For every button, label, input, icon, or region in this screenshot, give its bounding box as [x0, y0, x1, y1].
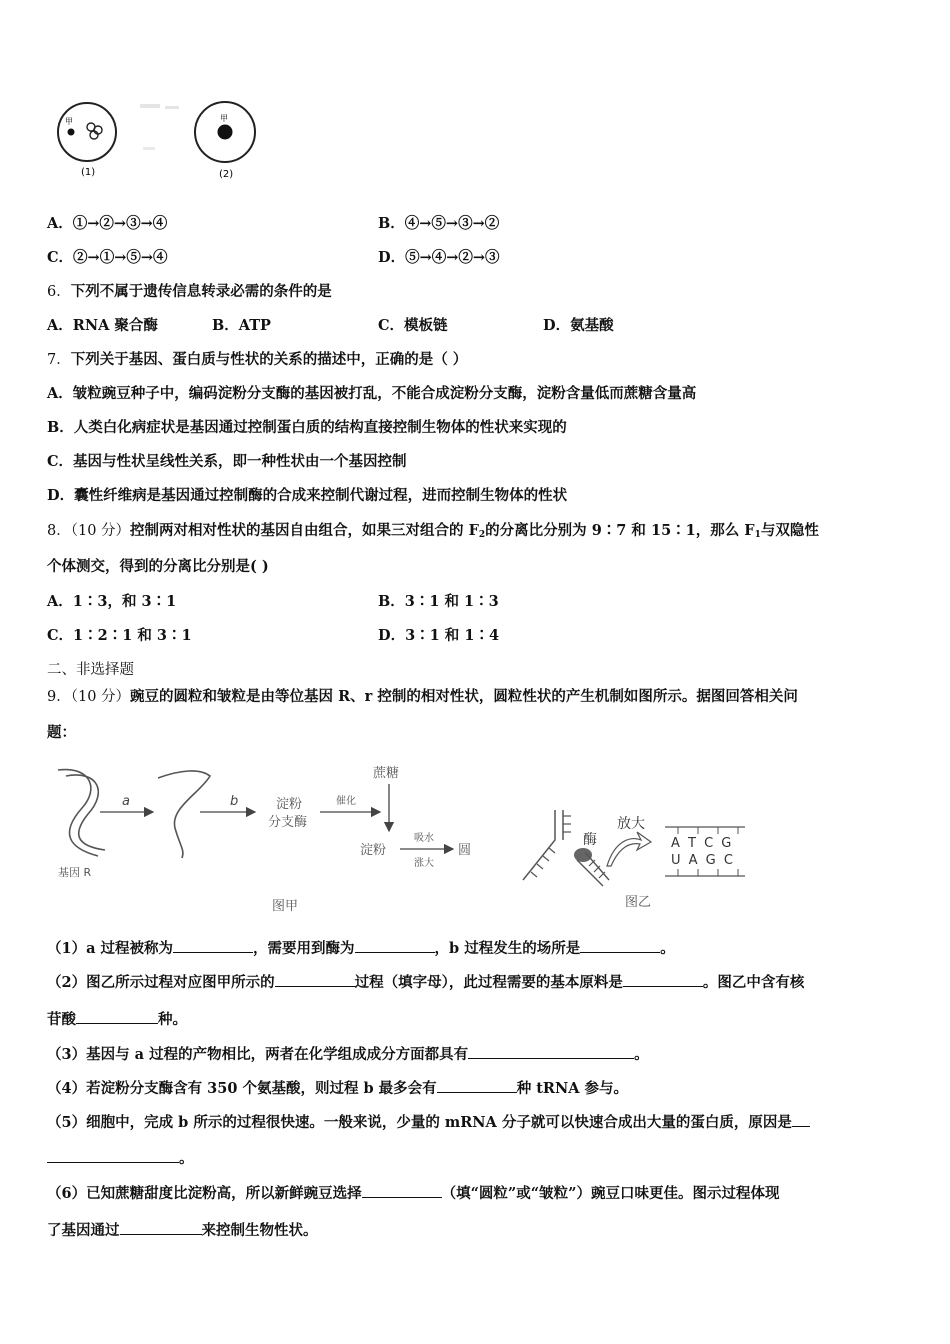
gene-r-label: 基因 R — [58, 866, 92, 879]
q6-option-b[interactable]: B．ATP — [212, 317, 271, 334]
sucrose-label: 蔗糖 — [373, 766, 400, 781]
dna-strand — [523, 810, 555, 880]
q9-sub2-line2: 苷酸 种。 — [47, 1011, 187, 1028]
answer-blank-4[interactable] — [275, 972, 355, 987]
q9-sub5: （5）细胞中，完成 b 所示的过程很快速。一般来说，少量的 mRNA 分子就可以快速合成出大量的蛋白质，原因是 — [47, 1111, 810, 1132]
q9-stem-line2: 题： — [47, 724, 76, 741]
q7-option-c[interactable]: C．基因与性状呈线性关系，即一种性状由一个基因控制 — [47, 453, 407, 470]
q8-stem: 8．（10 分）控制两对相对性状的基因自由组合，如果三对组合的 $F_2$的分离比分别为 9∶7 和 15∶1，那么 $F_1$与双隐性 — [47, 522, 819, 540]
figure-yi — [515, 800, 755, 915]
cell-1 — [58, 103, 116, 178]
answer-blank-11[interactable] — [120, 1220, 202, 1235]
answer-blank-8[interactable] — [437, 1078, 517, 1093]
answer-blank-1[interactable] — [173, 938, 253, 953]
answer-blank-5[interactable] — [623, 972, 703, 987]
faint-text-smudge — [140, 104, 179, 150]
cell-figure — [45, 92, 275, 187]
q9-sub4: （4）若淀粉分支酶含有 350 个氨基酸，则过程 b 最多会有 种 tRNA 参与。 — [47, 1080, 629, 1097]
q5-option-a[interactable]: A．①→②→③→④ — [47, 215, 168, 232]
cell-1-label: 甲 — [65, 117, 73, 126]
q8-option-a[interactable]: A．1∶3，和 3∶1 — [47, 593, 177, 610]
q6-option-c[interactable]: C．模板链 — [378, 317, 448, 334]
q7-option-b[interactable]: B．人类白化病症状是基因通过控制蛋白质的结构直接控制生物体的性状来实现的 — [47, 419, 567, 436]
q9-sub1: （1）a 过程被称为 ，需要用到酶为 ，b 过程发生的场所是 。 — [47, 940, 675, 957]
q8-option-b[interactable]: B．3∶1 和 1∶3 — [378, 593, 499, 610]
q5-option-d[interactable]: D．⑤→④→②→③ — [378, 249, 500, 266]
q7-stem: 7．下列关于基因、蛋白质与性状的关系的描述中，正确的是（ ） — [47, 351, 468, 368]
absorb-label: 吸水 — [414, 833, 434, 844]
q9-sub2: （2）图乙所示过程对应图甲所示的 过程（填字母），此过程需要的基本原料是 。图乙中含有核 — [47, 974, 805, 991]
q7-option-d[interactable]: D．囊性纤维病是基因通过控制酶的合成来控制代谢过程，进而控制生物体的性状 — [47, 487, 568, 504]
answer-blank-9a[interactable] — [792, 1112, 810, 1127]
round-label: 圆 — [458, 843, 472, 858]
q6-option-d[interactable]: D．氨基酸 — [543, 317, 614, 334]
bottom-strand-bases: U A G C — [671, 853, 735, 868]
answer-blank-9[interactable] — [47, 1148, 179, 1163]
q6-stem: 6．下列不属于遗传信息转录必需的条件的是 — [47, 283, 332, 300]
enzyme-label-1: 淀粉 — [276, 797, 303, 812]
dna-base-ticks — [531, 816, 571, 877]
magnify-arrow — [607, 832, 651, 866]
enzyme-label: 酶 — [583, 832, 597, 848]
answer-blank-2[interactable] — [355, 938, 435, 953]
top-strand-bases: A T C G — [671, 836, 734, 851]
q5-option-c[interactable]: C．②→①→⑤→④ — [47, 249, 168, 266]
cell-2-label: 甲 — [220, 114, 228, 123]
cell-2-caption: (2) — [219, 169, 234, 180]
cell-2 — [195, 102, 255, 180]
q9-sub6: （6）已知蔗糖甜度比淀粉高，所以新鲜豌豆选择 （填“圆粒”或“皱粒”）豌豆口味更佳。图示过程体现 — [47, 1185, 780, 1202]
figure-jia — [50, 758, 490, 918]
cell-1-caption: (1) — [81, 167, 96, 178]
q9-sub3: （3）基因与 a 过程的产物相比，两者在化学组成成分方面都具有 。 — [47, 1046, 649, 1063]
q8-stem-line2: 个体测交，得到的分离比分别是( ) — [47, 558, 269, 575]
mrna-strand — [158, 771, 210, 858]
answer-blank-6[interactable] — [76, 1009, 158, 1024]
q7-option-a[interactable]: A．皱粒豌豆种子中，编码淀粉分支酶的基因被打乱，不能合成淀粉分支酶，淀粉含量低而蔗糖含量高 — [47, 385, 697, 402]
section-title: 二、非选择题 — [47, 662, 134, 678]
enzyme-label-2: 分支酶 — [268, 815, 308, 830]
gene-r-strand-2 — [66, 775, 105, 850]
answer-blank-3[interactable] — [580, 938, 660, 953]
q6-option-a[interactable]: A．RNA 聚合酶 — [47, 317, 158, 334]
backbone-ticks — [678, 827, 738, 876]
q9-sub6-line2: 了基因通过 来控制生物性状。 — [47, 1222, 318, 1239]
swell-label: 涨大 — [414, 858, 434, 869]
answer-blank-10[interactable] — [362, 1183, 442, 1198]
q5-option-b[interactable]: B．④→⑤→③→② — [378, 215, 500, 232]
enzyme-blob — [574, 848, 592, 862]
q9-stem: 9．（10 分）豌豆的圆粒和皱粒是由等位基因 R、r 控制的相对性状，圆粒性状的产生机制如图所示。据图回答相关问 — [47, 688, 798, 705]
gene-r-strand-1 — [58, 770, 98, 856]
starch-label: 淀粉 — [360, 843, 387, 858]
magnify-label: 放大 — [617, 816, 645, 832]
q8-option-d[interactable]: D．3∶1 和 1∶4 — [378, 627, 500, 644]
q8-option-c[interactable]: C．1∶2∶1 和 3∶1 — [47, 627, 192, 644]
arrow-a-label: a — [122, 794, 130, 809]
answer-blank-7[interactable] — [468, 1044, 634, 1059]
catalysis-label: 催化 — [336, 796, 356, 807]
figure-yi-caption: 图乙 — [625, 895, 652, 910]
figure-jia-caption: 图甲 — [272, 899, 299, 914]
q9-sub5-line2: 。 — [47, 1147, 194, 1168]
arrow-b-label: b — [230, 794, 239, 809]
